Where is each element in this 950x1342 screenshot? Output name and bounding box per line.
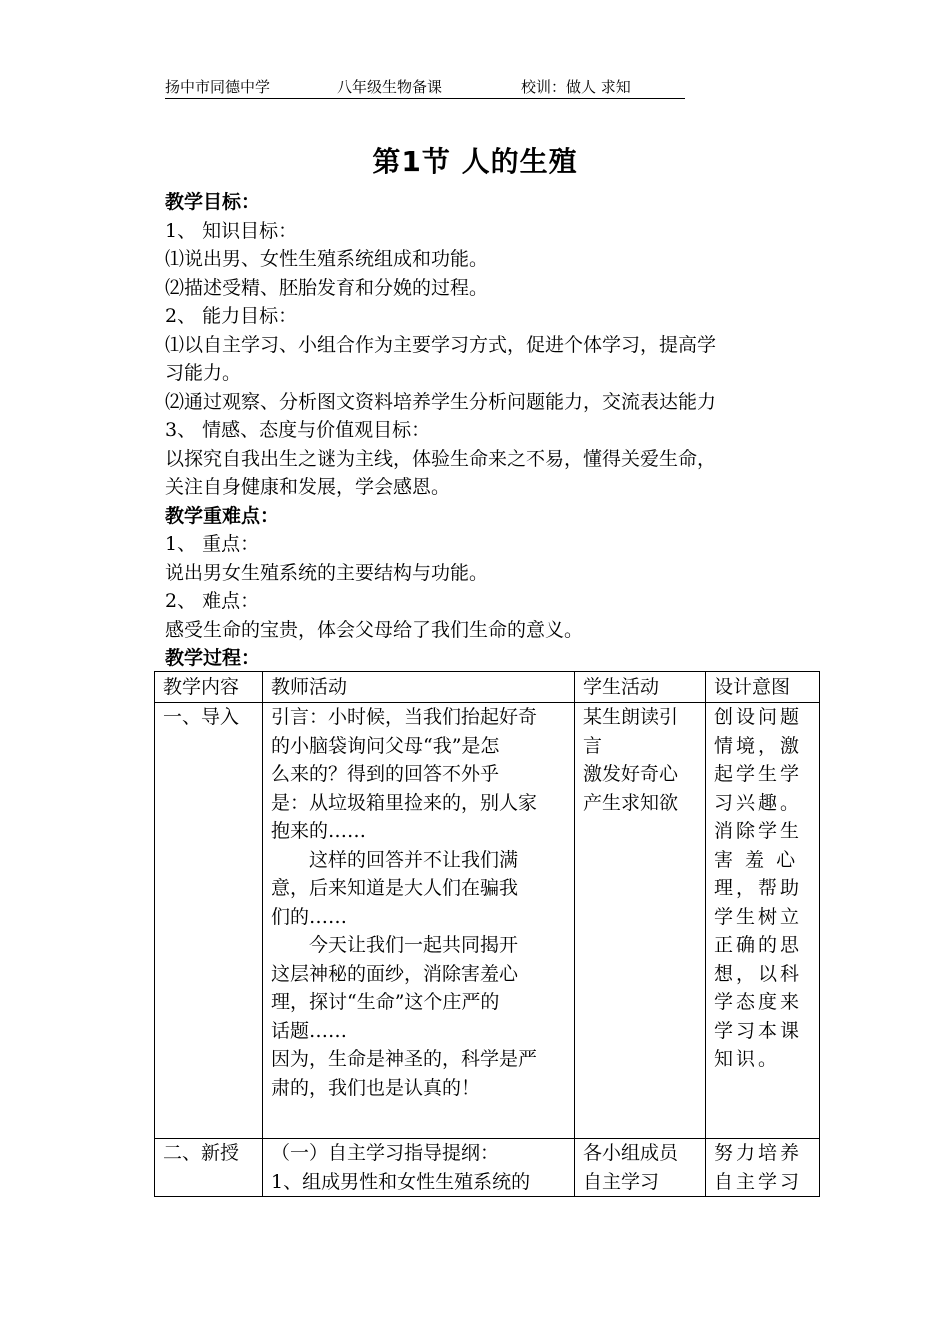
header-cell-design: 设计意图 (706, 672, 820, 703)
cell-text-line: 某生朗读引 (583, 706, 679, 728)
section-heading: 教学重难点： (165, 504, 280, 527)
table-header-row (155, 672, 820, 703)
table-row (155, 703, 820, 1139)
cell-text-line: 习兴趣。 (714, 791, 803, 814)
cell-text-line: 理，帮助 (714, 877, 803, 899)
text-line: 以探究自我出生之谜为主线，体验生命来之不易，懂得关爱生命， (165, 447, 717, 470)
cell-text-line: 的小脑袋询问父母“我”是怎 (271, 734, 500, 757)
page-header (165, 74, 685, 99)
section-heading: 教学过程： (165, 647, 261, 669)
cell-text-line: 自主学习 (583, 1170, 660, 1193)
cell-text-line: 今天让我们一起共同揭开 (309, 934, 519, 956)
cell-text-line: 话题…… (271, 1019, 348, 1042)
text-line: 1、 知识目标： (165, 219, 298, 242)
cell-text-line: 这样的回答并不让我们满 (309, 848, 519, 871)
cell-text-line: 们的…… (271, 905, 348, 928)
cell-text-line: 激发好奇心 (583, 763, 679, 785)
page-title: 第1节 人的生殖 (372, 145, 578, 178)
student-activity-cell (575, 703, 706, 1139)
text-line: ⑴以自主学习、小组合作为主要学习方式，促进个体学习，提高学 (165, 333, 717, 356)
cell-text-line: 想，以科 (714, 962, 803, 985)
header-cell-student: 学生活动 (575, 672, 706, 703)
cell-text-line: 是：从垃圾箱里捡来的，别人家 (271, 791, 538, 814)
cell-text-line: 消除学生 (714, 820, 803, 842)
header-course: 八年级生物备课 (337, 78, 443, 96)
text-line: 关注自身健康和发展，学会感恩。 (165, 476, 451, 498)
cell-text-line: （一）自主学习指导提纲： (271, 1142, 500, 1164)
cell-text-line: 么来的？得到的回答不外乎 (271, 763, 500, 785)
header-motto: 校训：做人 求知 (521, 78, 631, 96)
design-intent-cell (706, 703, 820, 1139)
text-line: ⑵通过观察、分析图文资料培养学生分析问题能力，交流表达能力 (165, 390, 717, 413)
teacher-activity-cell (263, 703, 575, 1139)
text-line: 1、 重点： (165, 533, 260, 555)
cell-text-line: 知识。 (714, 1048, 781, 1070)
cell-text-line: 意，后来知道是大人们在骗我 (271, 877, 519, 899)
cell-text-line: 自主学习 (714, 1170, 803, 1193)
header-cell-content: 教学内容 (155, 672, 263, 703)
cell-text-line: 言 (583, 734, 603, 757)
cell-text-line: 学态度来 (714, 991, 803, 1013)
cell-text-line: 创设问题 (714, 706, 803, 728)
cell-text-line: 1、组成男性和女性生殖系统的 (271, 1170, 531, 1193)
cell-text-line: 产生求知欲 (583, 791, 679, 814)
cell-text-line: 抱来的…… (271, 820, 367, 842)
cell-text-line: 这层神秘的面纱，消除害羞心 (271, 962, 519, 985)
text-line: 2、 能力目标： (165, 305, 298, 327)
header-school: 扬中市同德中学 (165, 78, 271, 96)
content-cell: 二、新授 (155, 1139, 263, 1197)
cell-text-line: 因为，生命是神圣的，科学是严 (271, 1048, 538, 1070)
design-intent-cell (706, 1139, 820, 1197)
student-activity-cell (575, 1139, 706, 1197)
text-line: 习能力。 (165, 362, 242, 384)
text-line: 2、 难点： (165, 590, 260, 612)
cell-text-line: 肃的，我们也是认真的！ (271, 1076, 481, 1099)
text-line: ⑴说出男、女性生殖系统组成和功能。 (165, 248, 489, 270)
section-heading: 教学目标： (165, 191, 261, 213)
lesson-objectives-text (165, 188, 805, 673)
text-line: 说出男女生殖系统的主要结构与功能。 (165, 561, 489, 584)
cell-text-line: 理，探讨“生命”这个庄严的 (271, 991, 500, 1013)
cell-text-line: 害 羞 心 (714, 848, 799, 871)
cell-text-line: 努力培养 (714, 1142, 803, 1164)
cell-text-line: 学生树立 (714, 905, 803, 928)
cell-text-line: 引言：小时候，当我们抬起好奇 (271, 706, 538, 728)
cell-text-line: 起学生学 (714, 763, 803, 785)
cell-text-line: 学习本课 (714, 1019, 803, 1042)
cell-text-line: 各小组成员 (583, 1142, 679, 1164)
teacher-activity-cell (263, 1139, 575, 1197)
text-line: 3、 情感、态度与价值观目标： (165, 419, 431, 441)
teaching-process-table (154, 671, 820, 1197)
content-cell: 一、导入 (155, 703, 263, 1139)
text-line: 感受生命的宝贵，体会父母给了我们生命的意义。 (165, 618, 584, 641)
cell-text-line: 正确的思 (714, 934, 803, 956)
table-row (155, 1139, 820, 1197)
cell-text-line: 情境，激 (714, 734, 803, 757)
text-line: ⑵描述受精、胚胎发育和分娩的过程。 (165, 276, 489, 299)
header-cell-teacher: 教师活动 (263, 672, 575, 703)
